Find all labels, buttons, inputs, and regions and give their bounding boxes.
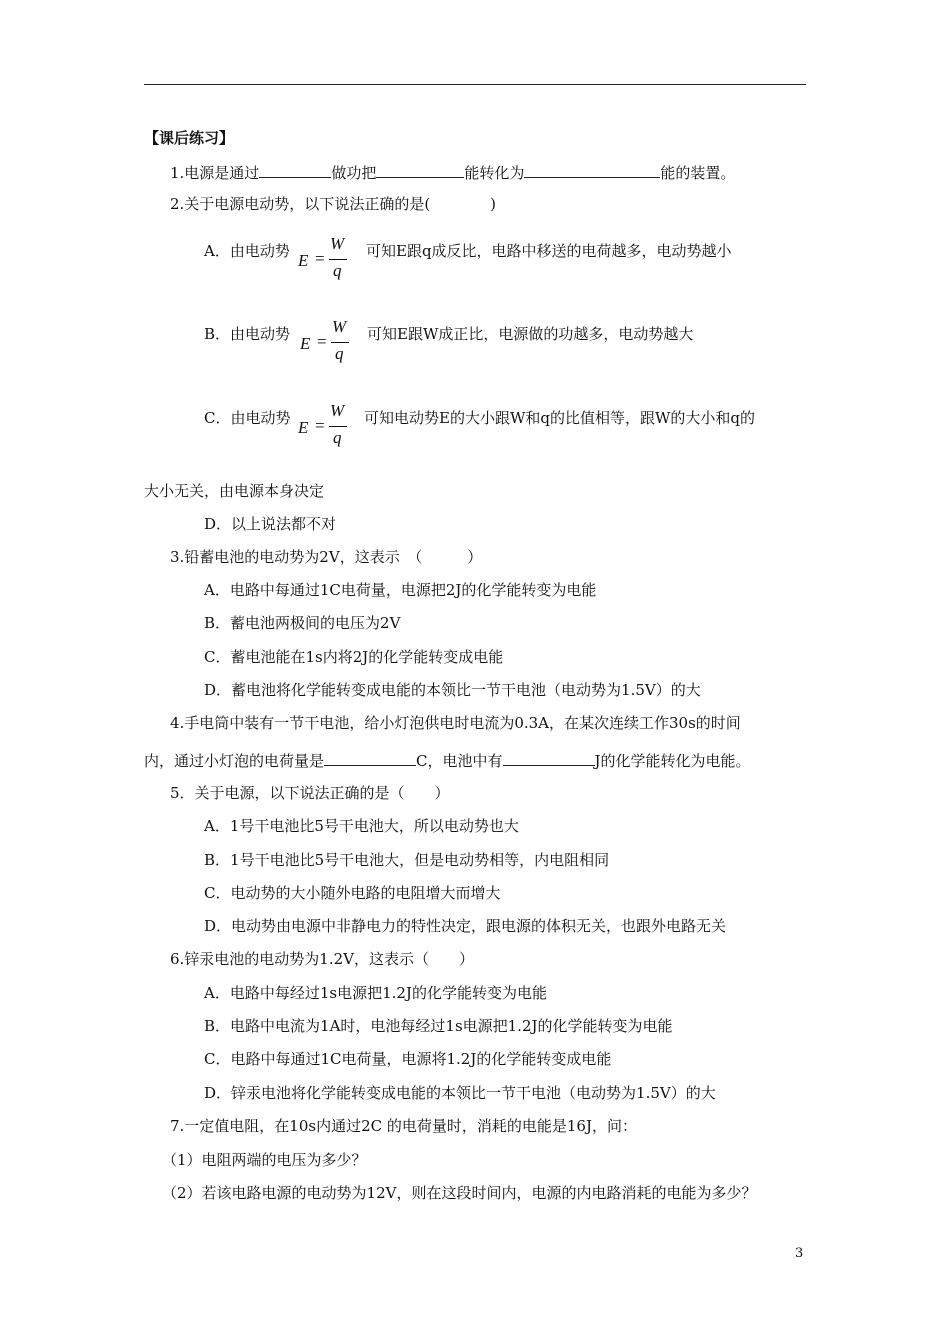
formula-numerator: W xyxy=(330,401,345,420)
formula-lhs: E xyxy=(298,251,309,270)
q3-option-d: D．蓄电池将化学能转变成电能的本领比一节干电池（电动势为1.5V）的大 xyxy=(204,681,701,699)
q3-option-b: B．蓄电池两极间的电压为2V xyxy=(204,614,401,632)
fraction-bar xyxy=(329,426,347,427)
formula-eq: = xyxy=(317,332,327,351)
page-number: 3 xyxy=(795,1246,804,1261)
formula-numerator: W xyxy=(332,317,347,336)
fraction-bar xyxy=(329,259,347,260)
q1-blank-2 xyxy=(376,162,464,178)
q1-text-d: 能的装置。 xyxy=(660,164,736,182)
q6-option-b: B．电路中电流为1A时，电池每经过1s电源把1.2J的化学能转变为电能 xyxy=(204,1017,673,1035)
section-title: 【课后练习】 xyxy=(144,129,235,147)
question-6-stem: 6.锌汞电池的电动势为1.2V，这表示（ ） xyxy=(170,950,475,968)
formula-denominator: q xyxy=(333,428,342,447)
q7-sub-1: （1）电阻两端的电压为多少？ xyxy=(162,1151,367,1169)
q2-option-a-text: 可知E跟q成反比，电路中移送的电荷越多，电动势越小 xyxy=(366,242,732,260)
q2-option-b-prefix: B．由电动势 xyxy=(204,325,291,343)
q2-option-a-prefix: A．由电动势 xyxy=(204,242,290,260)
q3-option-a: A．电路中每通过1C电荷量，电源把2J的化学能转变为电能 xyxy=(204,581,597,599)
formula-numerator: W xyxy=(330,234,345,253)
q2-option-c-text: 可知电动势E的大小跟W和q的比值相等，跟W的大小和q的 xyxy=(364,409,755,427)
q2-option-d: D．以上说法都不对 xyxy=(204,515,337,533)
fraction-bar xyxy=(331,342,349,343)
q1-blank-1 xyxy=(259,162,331,178)
q6-option-c: C．电路中每通过1C电荷量，电源将1.2J的化学能转变成电能 xyxy=(204,1050,612,1068)
question-7-stem: 7.一定值电阻，在10s内通过2C 的电荷量时，消耗的电能是16J，问： xyxy=(170,1117,637,1135)
question-4-line-2 xyxy=(144,750,751,771)
q6-option-a: A．电路中每经过1s电源把1.2J的化学能转变为电能 xyxy=(204,984,547,1002)
question-4-line-1: 4.手电筒中装有一节干电池，给小灯泡供电时电流为0.3A，在某次连续工作30s的时间 xyxy=(170,714,741,732)
q2-option-c-prefix: C．由电动势 xyxy=(204,409,291,427)
question-5-stem: 5．关于电源，以下说法正确的是（ ） xyxy=(170,784,450,802)
question-1 xyxy=(170,162,735,183)
q1-text-c: 能转化为 xyxy=(464,164,525,182)
question-3-stem: 3.铅蓄电池的电动势为2V，这表示 （ ） xyxy=(170,548,483,566)
q4-text-c: J的化学能转化为电能。 xyxy=(594,752,751,770)
header-rule xyxy=(144,84,806,85)
q3-option-c: C．蓄电池能在1s内将2J的化学能转变成电能 xyxy=(204,648,504,666)
q2-option-b-text: 可知E跟W成正比，电源做的功越多，电动势越大 xyxy=(367,325,694,343)
question-2-stem: 2.关于电源电动势，以下说法正确的是( ) xyxy=(170,195,497,213)
formula-denominator: q xyxy=(333,261,342,280)
formula-eq: = xyxy=(315,249,325,268)
q1-text-b: 做功把 xyxy=(331,164,377,182)
q5-option-a: A．1号干电池比5号干电池大，所以电动势也大 xyxy=(204,817,519,835)
q2-option-c-continued: 大小无关，由电源本身决定 xyxy=(144,482,325,500)
formula-eq: = xyxy=(315,416,325,435)
q7-sub-2: （2）若该电路电源的电动势为12V，则在这段时间内，电源的内电路消耗的电能为多少？ xyxy=(162,1184,757,1202)
formula-lhs: E xyxy=(300,334,311,353)
q5-option-b: B．1号干电池比5号干电池大，但是电动势相等，内电阻相同 xyxy=(204,851,610,869)
q1-text-a: 1.电源是通过 xyxy=(170,164,260,182)
q6-option-d: D．锌汞电池将化学能转变成电能的本领比一节干电池（电动势为1.5V）的大 xyxy=(204,1084,716,1102)
q4-blank-1 xyxy=(324,750,416,766)
q4-text-b: C，电池中有 xyxy=(416,752,503,770)
formula-lhs: E xyxy=(298,418,309,437)
q4-text-a: 内，通过小灯泡的电荷量是 xyxy=(144,752,325,770)
q5-option-c: C．电动势的大小随外电路的电阻增大而增大 xyxy=(204,884,501,902)
q1-blank-3 xyxy=(524,162,660,178)
q4-blank-2 xyxy=(503,750,595,766)
formula-denominator: q xyxy=(335,344,344,363)
q5-option-d: D．电动势由电源中非静电力的特性决定，跟电源的体积无关，也跟外电路无关 xyxy=(204,917,727,935)
